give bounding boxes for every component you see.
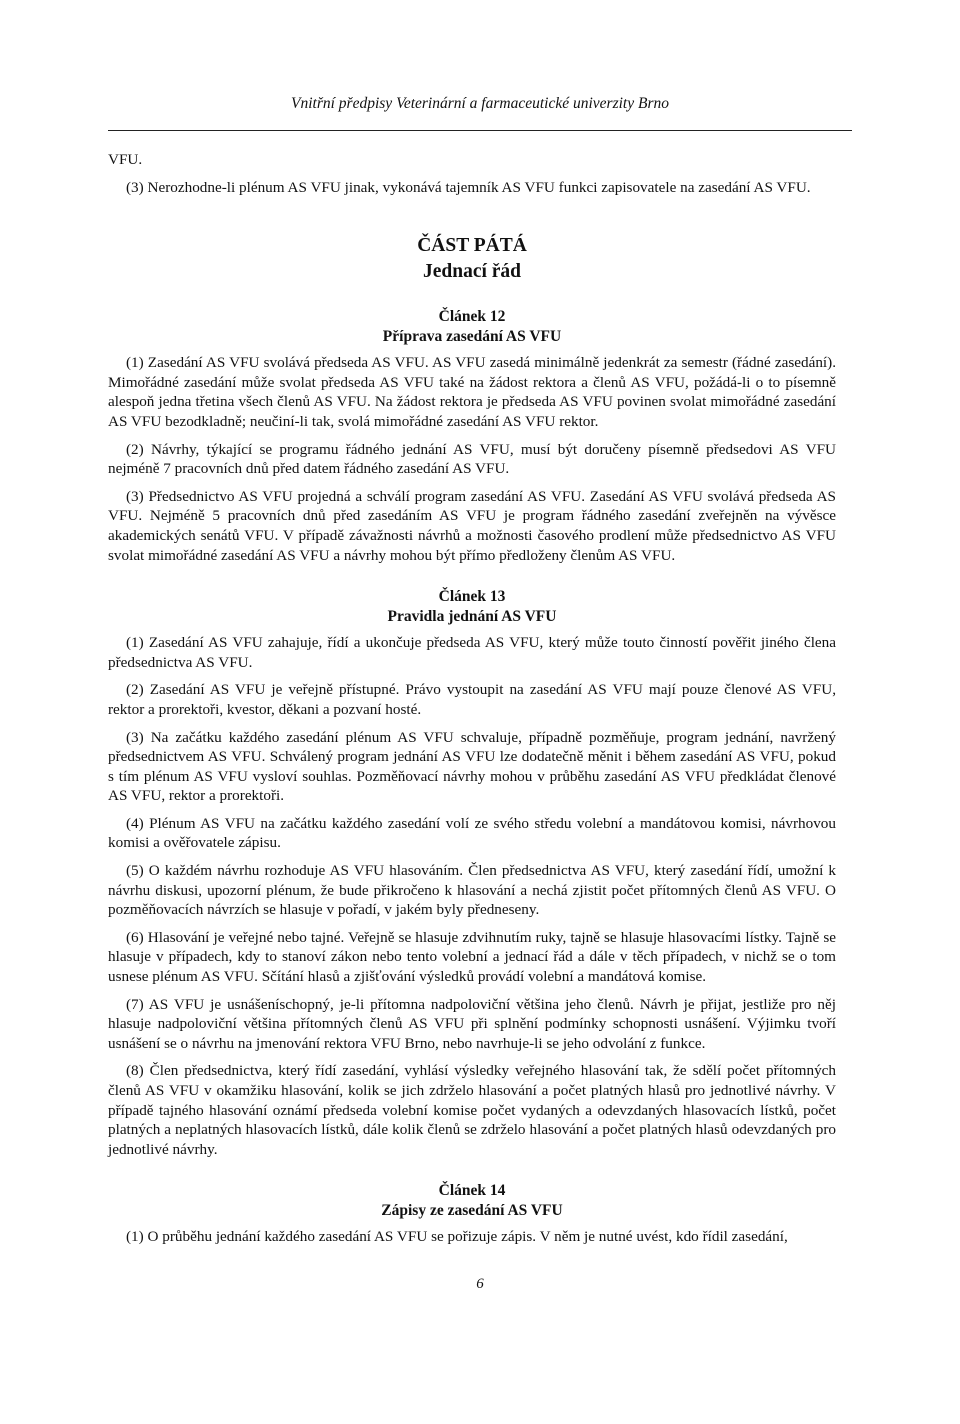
article-13-paragraph-5: (5) O každém návrhu rozhoduje AS VFU hlasováním. Člen předsednictva AS VFU, který zasedání řídí, umožní k návrhu diskusi, upozorní plénum, že bude přikročeno k hlasování a nechá zjistit počet přítomných členů AS VFU. O pozměňovacích návrzích se hlasuje v pořadí, v jakém byly předneseny. xyxy=(108,862,836,919)
article-13-paragraph-6: (6) Hlasování je veřejné nebo tajné. Veřejně se hlasuje zdvihnutím ruky, tajně se hlasuje hlasovacími lístky. Tajně se hlasuje v případech, kdy to stanoví zákon nebo tento volební a jednací řád a dále v těch případech, v nichž se o tom usnese plénum AS VFU. Sčítání hlasů a zjišťování výsledků provádí volební a mandátová komise. xyxy=(108,928,836,986)
article-13-paragraph-7: (7) AS VFU je usnášeníschopný, je-li přítomna nadpoloviční většina jeho členů. Návrh je přijat, jestliže pro něj hlasuje nadpoloviční většina přítomných členů AS VFU při splnění podmínky schopnosti usnášení. Výjimku tvoří usnášení se o návrhu na jmenování rektora VFU Brno, nebo navrhuje-li se jeho odvolání z funkce. xyxy=(108,995,836,1052)
article-14-title: Článek 14 xyxy=(438,1182,506,1200)
article-13-subtitle: Pravidla jednání AS VFU xyxy=(387,608,557,626)
article-12-paragraph-2: (2) Návrhy, týkající se programu řádného jednání AS VFU, musí být doručeny písemně předsedovi AS VFU nejméně 7 pracovních dnů před datem řádného zasedání AS VFU. xyxy=(108,440,836,478)
part-title: ČÁST PÁTÁ xyxy=(417,235,527,257)
article-13-paragraph-8: (8) Člen předsednictva, který řídí zasedání, vyhlásí výsledky veřejného hlasování tak, že sdělí počet přítomných členů AS VFU v okamžiku hlasování, kolik se jich zdrželo hlasování a počet platných hlasů pro jednotlivé návrhy. V případě tajného hlasování oznámí předseda volební komise počet vydaných a odevzdaných hlasovacích lístků, počet platných a neplatných hlasovacích lístků, dále kolik členů se zdrželo hlasování a počet platných hlasů odevzdaných pro jednotlivé návrhy. xyxy=(108,1062,836,1158)
article-13-paragraph-1: (1) Zasedání AS VFU zahajuje, řídí a ukončuje předseda AS VFU, který může touto činností pověřit jiného člena předsednictva AS VFU. xyxy=(108,634,836,671)
article-12-title: Článek 12 xyxy=(438,308,506,326)
article-13-title: Článek 13 xyxy=(438,588,506,606)
article-12-paragraph-1: (1) Zasedání AS VFU svolává předseda AS VFU. AS VFU zasedá minimálně jedenkrát za semestr (řádné zasedání). Mimořádné zasedání může svolat předseda AS VFU také na žádost rektora a členů AS VFU, požádá-li o to písemně alespoň jedna třetina všech členů AS VFU. Na žádost rektora je předseda AS VFU povinen svolat mimořádné zasedání AS VFU bezodkladně; neučiní-li tak, svolá mimořádné zasedání AS VFU rektor. xyxy=(108,354,836,430)
article-13-paragraph-3: (3) Na začátku každého zasedání plénum AS VFU schvaluje, případně pozměňuje, program jednání, navržený předsednictvem AS VFU. Schválený program jednání AS VFU lze dodatečně měnit i během zasedání AS VFU, pokud s tím plénum AS VFU vysloví souhlas. Pozměňovací návrhy mohou v průběhu zasedání AS VFU předkládat členové AS VFU, rektor a prorektoři. xyxy=(108,728,836,805)
document-body xyxy=(108,150,836,1255)
article-12-subtitle: Příprava zasedání AS VFU xyxy=(382,328,562,346)
part-subtitle: Jednací řád xyxy=(422,261,522,283)
article-13-paragraph-2: (2) Zasedání AS VFU je veřejně přístupné. Právo vystoupit na zasedání AS VFU mají pouze členové AS VFU, rektor a prorektoři, kvestor, děkani a pozvaní hosté. xyxy=(108,681,836,718)
lead-fragment: VFU. xyxy=(108,151,143,168)
article-13-paragraph-4: (4) Plénum AS VFU na začátku každého zasedání volí ze svého středu volební a mandátovou komisi, návrhovou komisi a ověřovatele zápisu. xyxy=(108,814,836,852)
article-12-paragraph-3: (3) Předsednictvo AS VFU projedná a schválí program zasedání AS VFU. Zasedání AS VFU svolává předseda AS VFU. Nejméně 5 pracovních dnů před zasedáním AS VFU je program řádného zasedání zveřejněn na vývěsce akademických senátů VFU. V případě závažnosti návrhů a možnosti časového prodlení může předsednictvo AS VFU svolat mimořádné zasedání AS VFU a návrhy mohou být přímo předloženy členům AS VFU. xyxy=(108,487,836,564)
page-number: 6 xyxy=(476,1276,484,1292)
paragraph-intro-3: (3) Nerozhodne-li plénum AS VFU jinak, vykonává tajemník AS VFU funkci zapisovatele na zasedání AS VFU. xyxy=(126,178,811,196)
article-14-paragraph-1: (1) O průběhu jednání každého zasedání AS VFU se pořizuje zápis. V něm je nutné uvést, kdo řídil zasedání, xyxy=(126,1228,788,1246)
header-divider xyxy=(108,130,852,131)
page-header: Vnitřní předpisy Veterinární a farmaceutické univerzity Brno xyxy=(291,95,669,112)
article-14-subtitle: Zápisy ze zasedání AS VFU xyxy=(381,1202,563,1220)
